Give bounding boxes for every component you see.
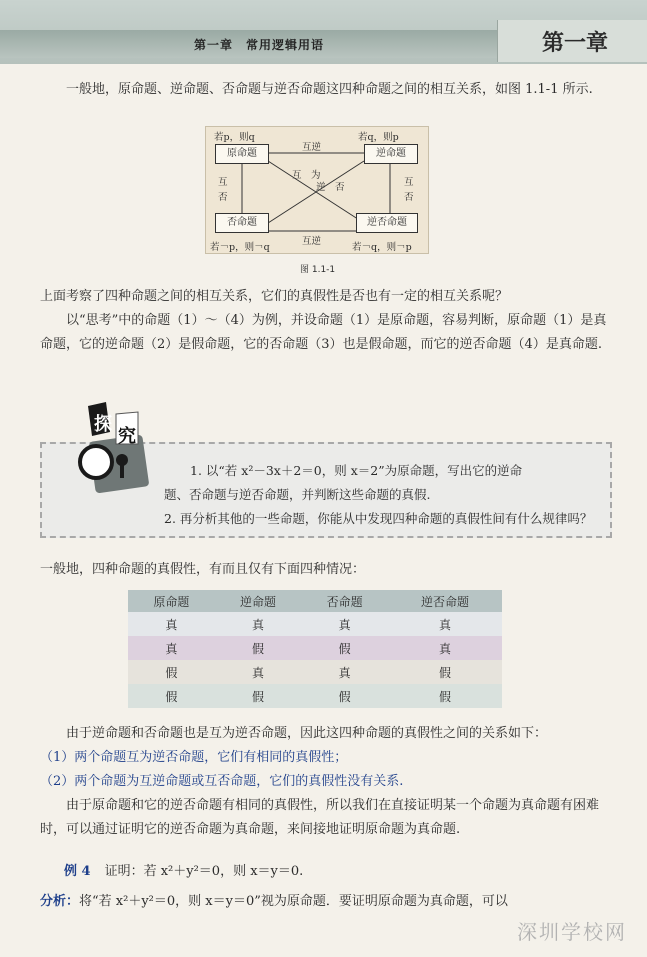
badge-char-2: 究 — [118, 426, 136, 447]
table-cell: 真 — [128, 636, 215, 660]
example-4 — [40, 860, 612, 884]
explore-question-2: 2. 再分析其他的一些命题，你能从中发现四种命题的真假性间有什么规律吗？ — [164, 511, 593, 526]
label-if-not-q: 若￢q，则￢p — [352, 242, 412, 253]
example-label: 例 4 — [64, 864, 91, 879]
analysis — [40, 890, 612, 914]
truth-table — [128, 590, 502, 708]
rel-right-2: 否 — [404, 192, 414, 203]
table-cell: 假 — [128, 684, 215, 708]
chapter-title: 第一章 常用逻辑用语 — [194, 38, 325, 52]
table-row — [128, 636, 502, 660]
chapter-tab: 第一章 — [497, 20, 647, 62]
rule-1: （1）两个命题互为逆否命题，它们有相同的真假性； — [40, 750, 348, 765]
paragraph-cases: 一般地，四种命题的真假性，有而且仅有下面四种情况： — [40, 562, 366, 577]
table-cell: 假 — [301, 636, 388, 660]
watermark: 深圳学校网 — [517, 920, 627, 944]
paragraph-intro: 一般地，原命题、逆命题、否命题与逆否命题这四种命题之间的相互关系，如图 1.1-1 所示. — [66, 82, 593, 97]
table-cell: 真 — [388, 612, 502, 636]
table-header: 逆否命题 — [388, 590, 502, 612]
box-original: 原命题 — [215, 144, 269, 164]
box-converse: 逆命题 — [364, 144, 418, 164]
table-header: 逆命题 — [215, 590, 302, 612]
page-header — [0, 0, 647, 64]
table-header-row — [128, 590, 502, 612]
label-if-not-p: 若￢p，则￢q — [210, 242, 270, 253]
table-cell: 假 — [128, 660, 215, 684]
badge-char-1: 探 — [94, 414, 112, 435]
table-row — [128, 612, 502, 636]
rel-left-1: 互 — [218, 177, 228, 188]
table-cell: 假 — [388, 660, 502, 684]
figure-caption: 图 1.1-1 — [300, 265, 336, 275]
rel-top: 互逆 — [302, 142, 322, 153]
rel-left-2: 否 — [218, 192, 228, 203]
table-cell: 假 — [215, 636, 302, 660]
paragraph-question: 上面考察了四种命题之间的相互关系，它们的真假性是否也有一定的相互关系呢？ — [40, 289, 509, 304]
rule-2: （2）两个命题为互逆命题或互否命题，它们的真假性没有关系. — [40, 774, 404, 789]
table-row — [128, 660, 502, 684]
table-header: 原命题 — [128, 590, 215, 612]
paragraph-relation: 由于逆命题和否命题也是互为逆否命题，因此这四种命题的真假性之间的关系如下： — [66, 726, 548, 741]
analysis-text: 将“若 x²＋y²＝0，则 x＝y＝0”视为原命题．要证明原命题为真命题，可以 — [79, 894, 508, 909]
box-inverse: 否命题 — [215, 213, 269, 233]
magnifier-icon — [62, 402, 162, 498]
table-cell: 真 — [301, 612, 388, 636]
label-if-p-then-q: 若p，则q — [214, 132, 255, 143]
analysis-label: 分析： — [40, 894, 80, 909]
rel-diag-2: 逆 否 — [316, 182, 345, 193]
paragraph-proof-strategy: 由于原命题和它的逆否命题有相同的真假性，所以我们在直接证明某一个命题为真命题有困难时，可以通过证明它的逆否命题为真命题，来间接地证明原命题为真命题. — [40, 798, 600, 837]
table-cell: 真 — [388, 636, 502, 660]
relation-diagram — [205, 126, 429, 254]
explore-question-1a: 1. 以“若 x²－3x＋2＝0，则 x＝2”为原命题，写出它的逆命 — [190, 463, 523, 478]
rel-diag-1: 互 为 — [292, 170, 321, 181]
table-cell: 假 — [388, 684, 502, 708]
table-cell: 真 — [215, 660, 302, 684]
table-header: 否命题 — [301, 590, 388, 612]
label-if-q-then-p: 若q，则p — [358, 132, 399, 143]
example-text: 证明：若 x²＋y²＝0，则 x＝y＝0. — [104, 864, 304, 879]
paragraph-example: 以“思考”中的命题（1）～（4）为例，并设命题（1）是原命题，容易判断，原命题（1）是真命题，它的逆命题（2）是假命题，它的否命题（3）也是假命题，而它的逆否命题（4）是真命题. — [40, 313, 607, 352]
table-cell: 假 — [301, 684, 388, 708]
table-cell: 真 — [301, 660, 388, 684]
table-cell: 假 — [215, 684, 302, 708]
explore-badge — [62, 402, 162, 498]
rel-bottom: 互逆 — [302, 236, 322, 247]
table-cell: 真 — [215, 612, 302, 636]
explore-question-1b: 题、否命题与逆否命题，并判断这些命题的真假. — [164, 487, 431, 502]
table-cell: 真 — [128, 612, 215, 636]
rel-right-1: 互 — [404, 177, 414, 188]
table-row — [128, 684, 502, 708]
box-contrapositive: 逆否命题 — [356, 213, 418, 233]
